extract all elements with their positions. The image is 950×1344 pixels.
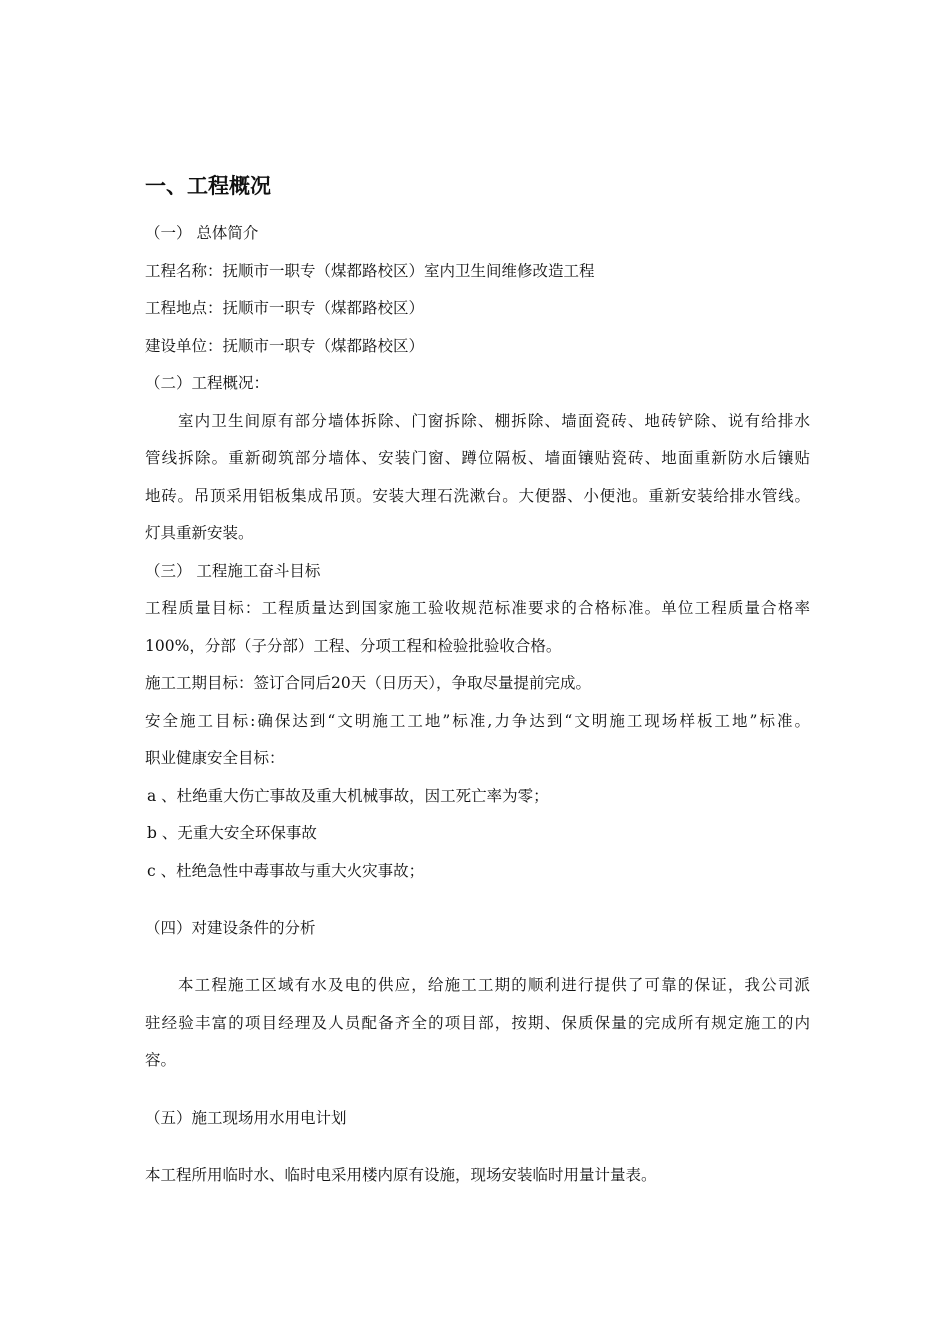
conditions-paragraph-line: 驻经验丰富的项目经理及人员配备齐全的项目部，按期、保质保量的完成所有规定施工的内 (145, 1014, 810, 1032)
summary-paragraph-line: 灯具重新安装。 (145, 524, 254, 542)
conditions-paragraph-line: 本工程施工区域有水及电的供应，给施工工期的顺利进行提供了可靠的保证，我公司派 (178, 976, 810, 994)
summary-paragraph-line: 地砖。吊顶采用铝板集成吊顶。安装大理石洗漱台。大便器、小便池。重新安装给排水管线。 (145, 487, 810, 505)
summary-paragraph-line: 管线拆除。重新砌筑部分墙体、安装门窗、蹲位隔板、墙面镶贴瓷砖、地面重新防水后镶贴 (145, 449, 810, 467)
section-heading-utilities: （五）施工现场用水用电计划 (145, 1109, 347, 1127)
summary-paragraph-line: 室内卫生间原有部分墙体拆除、门窗拆除、棚拆除、墙面瓷砖、地砖铲除、说有给排水 (178, 412, 810, 430)
schedule-goal-line: 施工工期目标：签订合同后20天（日历天），争取尽量提前完成。 (145, 674, 591, 692)
section-heading-summary: （二）工程概况： (145, 374, 270, 392)
page-title: 一、工程概况 (145, 174, 271, 198)
quality-goal-line: 100%，分部（子分部）工程、分项工程和检验批验收合格。 (145, 637, 562, 655)
builder-line: 建设单位：抚顺市一职专（煤都路校区） (145, 337, 425, 355)
section-heading-overview: （一） 总体简介 (145, 224, 259, 242)
health-goal-item: c 、杜绝急性中毒事故与重大火灾事故； (147, 862, 425, 880)
health-goal-item: a 、杜绝重大伤亡事故及重大机械事故，因工死亡率为零； (147, 787, 549, 805)
health-goal-item: b 、无重大安全环保事故 (147, 824, 317, 842)
safety-goal-line: 安全施工目标:确保达到“文明施工工地”标准,力争达到“文明施工现场样板工地”标准。 (145, 712, 810, 730)
health-goal-heading: 职业健康安全目标： (145, 749, 285, 767)
section-heading-conditions: （四）对建设条件的分析 (145, 919, 316, 937)
section-heading-goals: （三） 工程施工奋斗目标 (145, 562, 321, 580)
conditions-paragraph-line: 容。 (145, 1051, 177, 1069)
project-name-line: 工程名称：抚顺市一职专（煤都路校区）室内卫生间维修改造工程 (145, 262, 595, 280)
utilities-paragraph: 本工程所用临时水、临时电采用楼内原有设施，现场安装临时用量计量表。 (145, 1166, 657, 1184)
quality-goal-line: 工程质量目标：工程质量达到国家施工验收规范标准要求的合格标准。单位工程质量合格率 (145, 599, 810, 617)
project-location-line: 工程地点：抚顺市一职专（煤都路校区） (145, 299, 425, 317)
